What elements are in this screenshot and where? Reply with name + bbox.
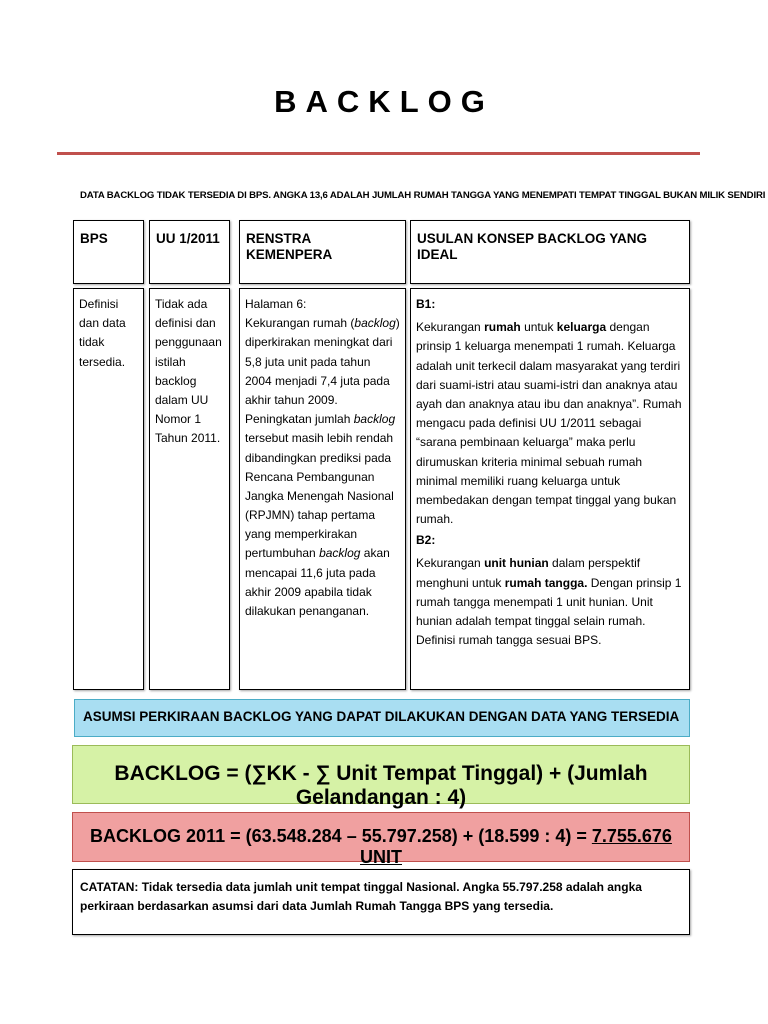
b1-text-c: untuk	[520, 320, 557, 335]
b1-paragraph	[416, 318, 684, 529]
header-uu	[149, 220, 230, 284]
renstra-em-2: backlog	[353, 412, 396, 427]
b2-text-c: dalam perspektif menghuni untuk	[416, 556, 641, 590]
backlog-calculation	[72, 812, 690, 867]
b1-bold-keluarga: keluarga	[556, 320, 607, 335]
note-box: CATATAN: Tidak tersedia data jumlah unit tempat tinggal Nasional. Angka 55.797.258 adalah angka perkiraan berdasarkan asumsi dari data Jumlah Rumah Tangga BPS yang tersedia.	[72, 869, 690, 935]
renstra-paragraph	[245, 314, 400, 621]
b2-bold-rumah-tangga: rumah tangga.	[504, 575, 588, 590]
cell-uu-text: Tidak ada definisi dan penggunaan istilah backlog dalam UU Nomor 1 Tahun 2011.	[155, 297, 222, 446]
cell-usulan	[410, 288, 690, 690]
title-divider	[57, 152, 700, 155]
renstra-text-4: akan mencapai 11,6 juta pada akhir 2009 apabila tidak dilakukan penanganan.	[245, 546, 390, 618]
header-uu-label: UU 1/2011	[156, 231, 220, 246]
header-bps	[73, 220, 144, 284]
backlog-formula: BACKLOG = (∑KK - ∑ Unit Tempat Tinggal) + (Jumlah Gelandangan : 4)	[72, 745, 690, 804]
b1-label: B1:	[416, 297, 436, 311]
cell-renstra-text	[240, 289, 405, 627]
header-usulan-label: USULAN KONSEP BACKLOG YANG IDEAL	[417, 231, 648, 263]
cell-bps	[73, 288, 144, 690]
renstra-em-1: backlog	[354, 316, 396, 331]
renstra-text-2: ) diperkirakan meningkat dari 5,8 juta unit pada tahun 2004 menjadi 7,4 juta pada akhir tahun 2009. Peningkatan jumlah	[245, 316, 400, 427]
page-title: BACKLOG	[274, 84, 494, 119]
b2-text-a: Kekurangan	[416, 556, 485, 571]
subtitle: DATA BACKLOG TIDAK TERSEDIA DI BPS. ANGKA 13,6 ADALAH JUMLAH RUMAH TANGGA YANG MENEMPATI TEMPAT TINGGAL BUKAN MILIK SENDIRI	[80, 190, 766, 201]
renstra-text-3: tersebut masih lebih rendah dibandingkan prediksi pada Rencana Pembangunan Jangka Menengah Nasional (RPJMN) tahap pertama yang memperkirakan pertumbuhan	[245, 431, 394, 561]
cell-usulan-text	[411, 289, 689, 656]
b1-bold-rumah: rumah	[484, 320, 521, 335]
b2-label: B2:	[416, 533, 436, 548]
cell-bps-text: Definisi dan data tidak tersedia.	[79, 297, 126, 369]
b1-text-e: dengan prinsip 1 keluarga menempati 1 rumah. Keluarga adalah unit terkecil dalam masyarakat yang terdiri dari suami-istri atau suami-istri dan anaknya atau ayah dan anaknya atau ibu dan anaknya”. Rumah mengacu pada definisi UU 1/2011 sebagai “sarana pembinaan keluarga” maka perlu dirumuskan kriteria minimal sebuah rumah minimal memiliki ruang keluarga untuk membedakan dengan tempat tinggal yang bukan rumah.	[416, 320, 682, 527]
header-bps-label: BPS	[80, 231, 108, 246]
cell-uu	[149, 288, 230, 690]
assumption-banner: ASUMSI PERKIRAAN BACKLOG YANG DAPAT DILAKUKAN DENGAN DATA YANG TERSEDIA	[74, 699, 690, 737]
cell-renstra	[239, 288, 406, 690]
renstra-text-1: Kekurangan rumah (	[245, 316, 355, 331]
calculation-result: 7.755.676 UNIT	[360, 826, 672, 867]
header-usulan	[410, 220, 690, 284]
header-renstra	[239, 220, 406, 284]
calculation-prefix: BACKLOG 2011 = (63.548.284 – 55.797.258) + (18.599 : 4) =	[90, 826, 592, 846]
b2-paragraph	[416, 554, 684, 650]
renstra-page-ref: Halaman 6:	[245, 297, 307, 311]
b2-bold-unit-hunian: unit hunian	[484, 556, 549, 571]
b2-text-e: Dengan prinsip 1 rumah tangga menempati 1 unit hunian. Unit hunian adalah tempat tinggal selain rumah. Definisi rumah tangga sesuai BPS.	[416, 575, 682, 648]
renstra-em-3: backlog	[319, 546, 361, 561]
b1-text-a: Kekurangan	[416, 320, 485, 335]
header-renstra-label: RENSTRA KEMENPERA	[246, 231, 333, 263]
